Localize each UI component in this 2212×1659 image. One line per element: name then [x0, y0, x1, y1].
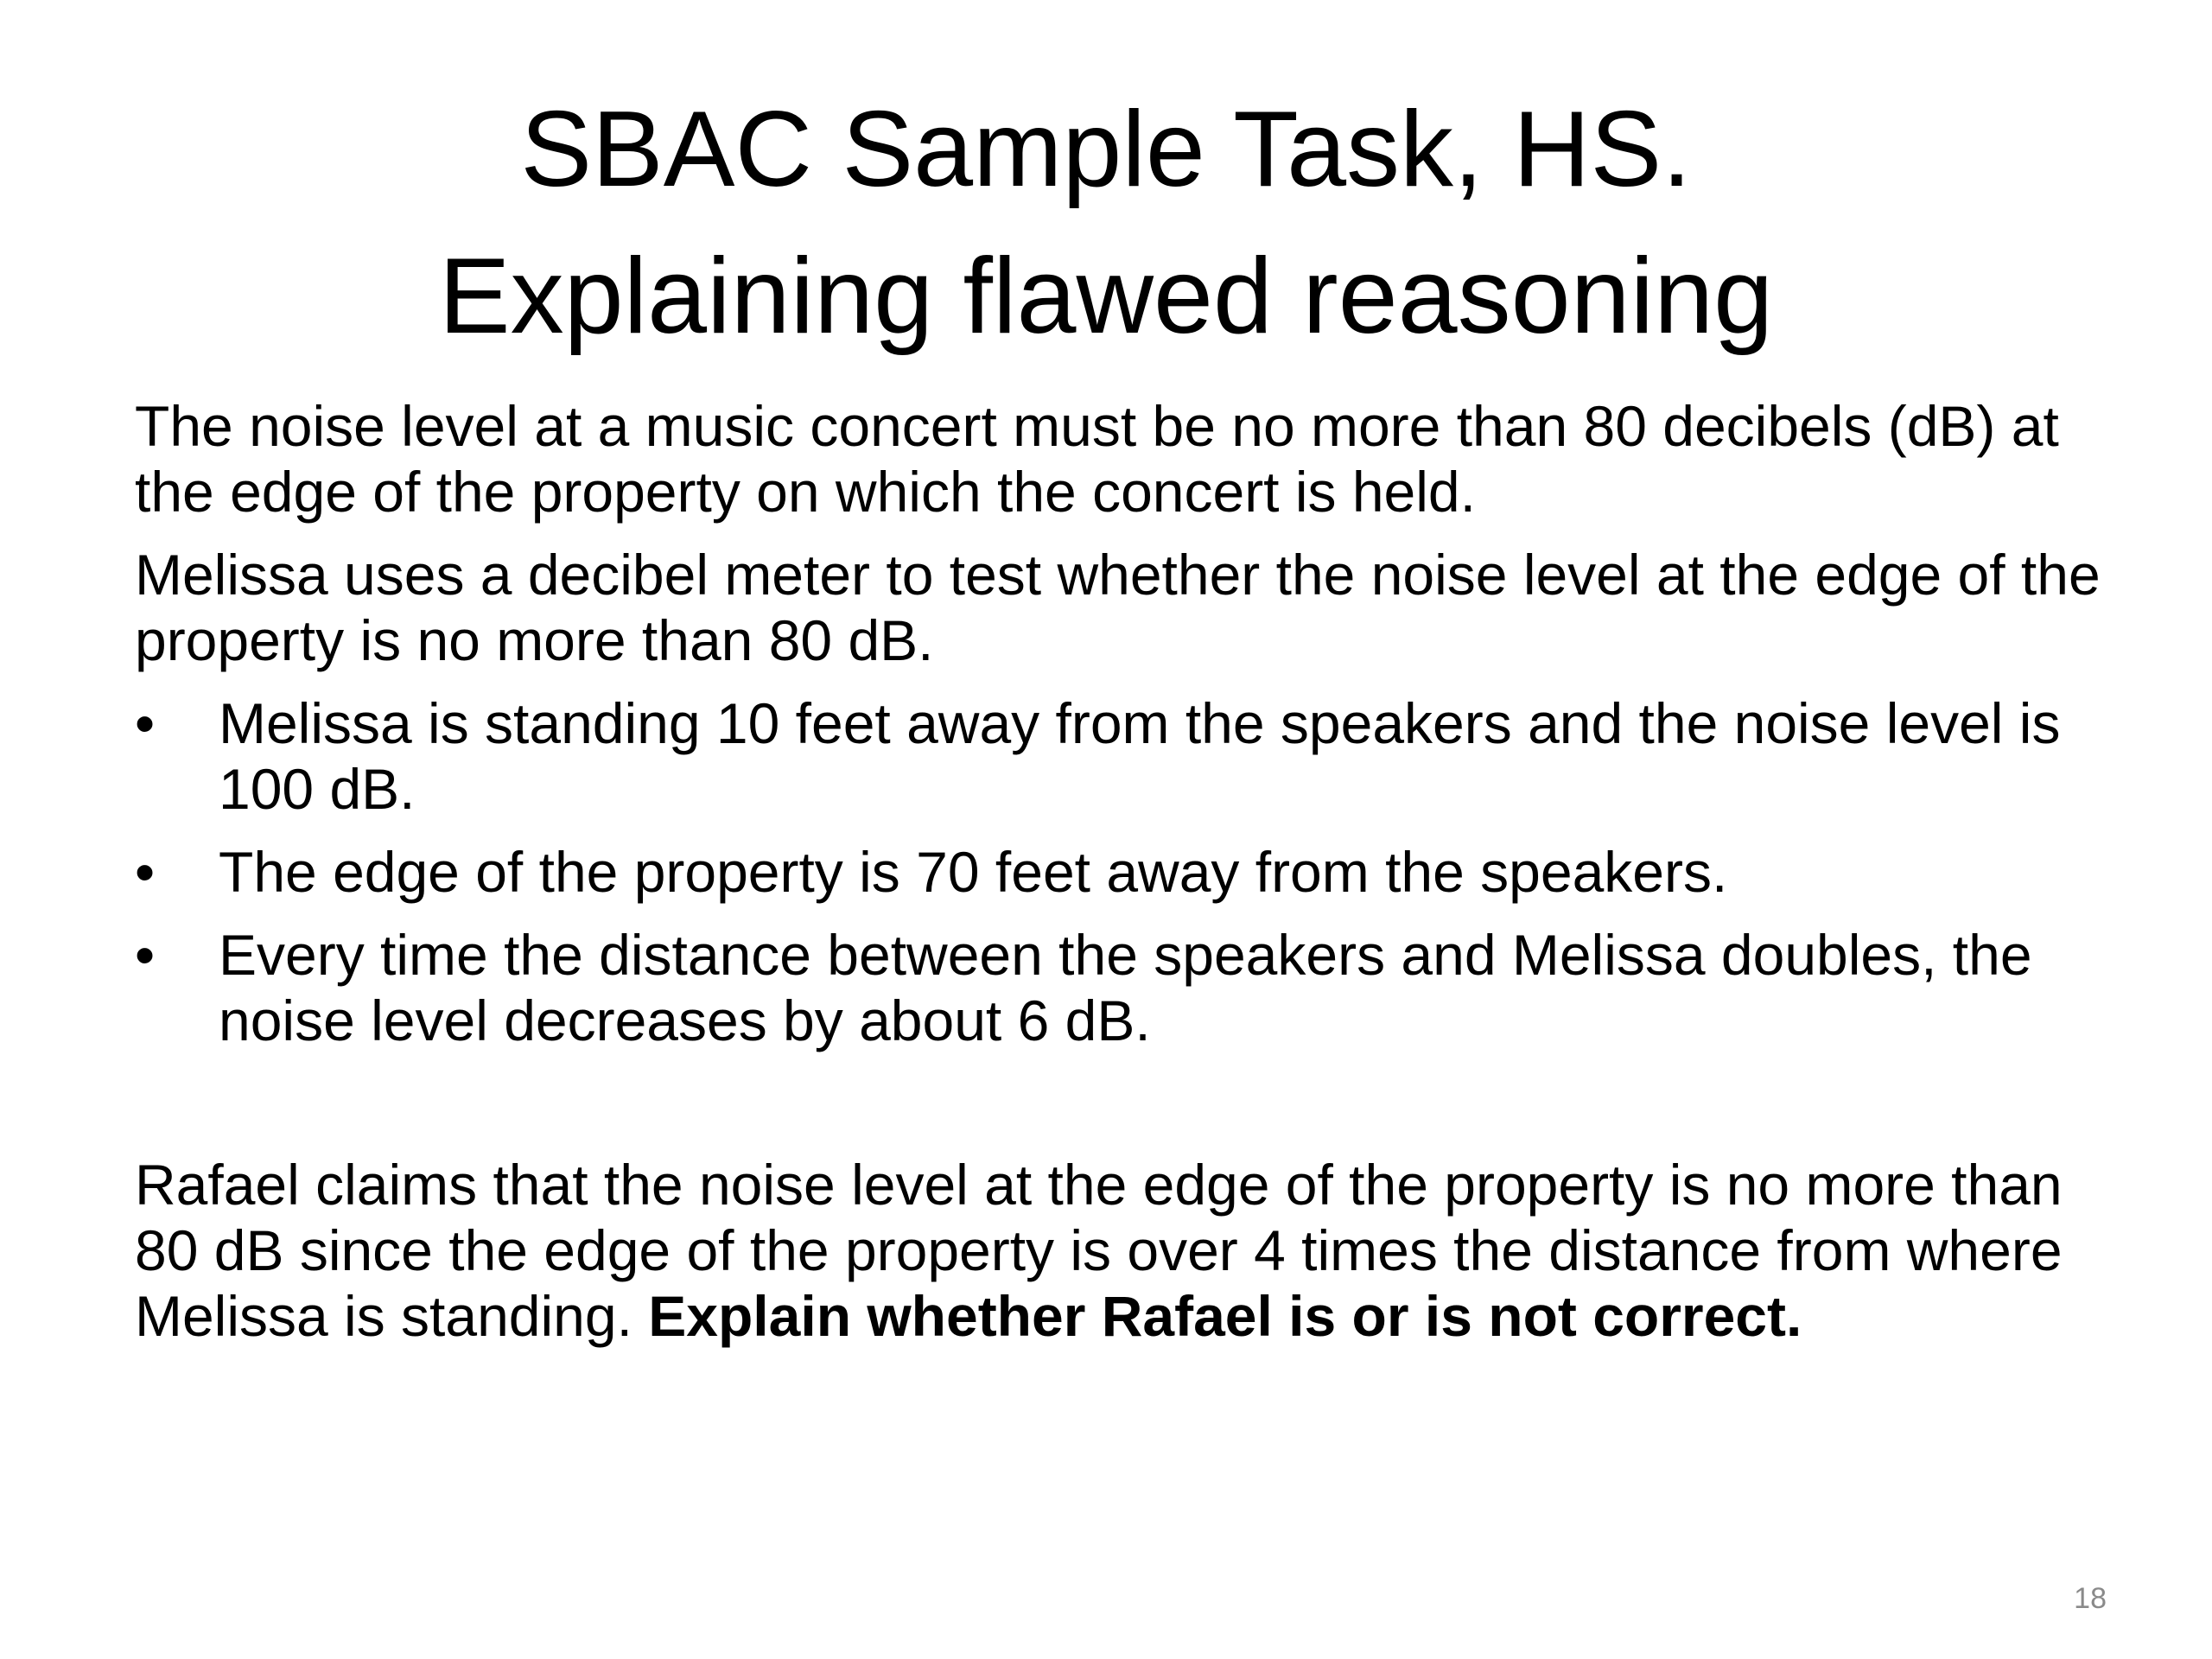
bullet-text: Every time the distance between the speakers and Melissa doubles, the noise level decreases by about 6 dB.	[219, 923, 2032, 1052]
bullet-item	[135, 690, 2122, 822]
spacer	[135, 1071, 2122, 1152]
bullet-glyph: •	[135, 840, 156, 904]
claim-text: Rafael claims that the noise level at the edge of the property is no more than 80 dB since the edge of the property is over 4 times the distance from where Melissa is standing.	[135, 1153, 2063, 1348]
slide-body	[135, 393, 2122, 1366]
bullet-item	[135, 839, 2122, 905]
title-line-1: SBAC Sample Task, HS.	[520, 90, 1692, 209]
bullet-item	[135, 922, 2122, 1053]
paragraph-rafael-claim	[135, 1152, 2122, 1349]
bullet-list	[135, 690, 2122, 1053]
bullet-text: Melissa is standing 10 feet away from the speakers and the noise level is 100 dB.	[219, 691, 2061, 821]
claim-prompt: Explain whether Rafael is or is not correct.	[648, 1284, 1802, 1348]
paragraph-noise-rule: The noise level at a music concert must be no more than 80 decibels (dB) at the edge of the property on which the concert is held.	[135, 394, 2059, 524]
slide-title	[0, 76, 2212, 370]
bullet-glyph: •	[135, 923, 156, 987]
bullet-glyph: •	[135, 691, 156, 755]
title-line-2: Explaining flawed reasoning	[438, 237, 1774, 356]
bullet-text: The edge of the property is 70 feet away from the speakers.	[219, 840, 1728, 904]
slide-number: 18	[2074, 1582, 2107, 1615]
paragraph-melissa-test: Melissa uses a decibel meter to test whether the noise level at the edge of the property is no more than 80 dB.	[135, 543, 2101, 672]
